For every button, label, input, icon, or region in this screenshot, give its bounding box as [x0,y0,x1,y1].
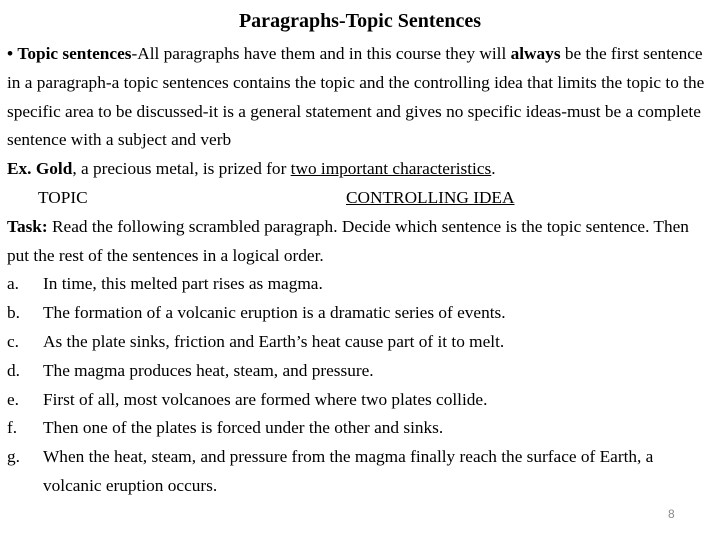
task-paragraph [7,213,715,271]
example-sentence [7,155,715,184]
list-item [7,328,715,357]
topic-controlling-labels [7,184,715,213]
list-item [7,414,715,443]
item-text: As the plate sinks, friction and Earth’s heat cause part of it to melt. [43,331,505,351]
item-text: When the heat, steam, and pressure from the magma finally reach the surface of Earth, a volcanic eruption occurs. [43,447,654,495]
intro-text-2: be the first sentence in a paragraph-a topic sentences contains the topic and the controlling idea that limits the topic to the specific area to be discussed-it is a general statement and gives no specific ideas-must be a complete sentence with a subject and verb [7,44,705,150]
item-text: First of all, most volcanoes are formed where two plates collide. [43,389,488,409]
item-letter: a. [7,274,19,294]
item-letter: f. [7,418,18,438]
item-letter: g. [7,447,20,467]
list-item [7,386,715,415]
slide-title: Paragraphs-Topic Sentences [238,10,482,32]
list-item [7,357,715,386]
topic-label: TOPIC [38,187,88,207]
item-text: The formation of a volcanic eruption is a dramatic series of events. [43,303,506,323]
item-letter: c. [7,331,19,351]
bullet: • [7,44,14,63]
list-item [7,299,715,328]
item-text: The magma produces heat, steam, and pressure. [43,360,374,380]
list-item [7,443,715,501]
example-middle: , a precious metal, is prized for [72,159,291,179]
item-text: Then one of the plates is forced under the other and sinks. [43,418,444,438]
item-letter: b. [7,303,20,323]
item-text: In time, this melted part rises as magma. [43,274,323,294]
item-letter: d. [7,360,20,380]
task-text: Read the following scrambled paragraph. Decide which sentence is the topic sentence. Then put the rest of the sentences in a logical order. [7,216,689,265]
topic-sentences-term: Topic sentences [17,44,132,63]
page-number: 8 [668,507,675,521]
slide-body [7,40,715,501]
example-controlling-phrase: two important characteristics [290,159,492,179]
task-label: Task: [7,216,48,236]
sentence-list [7,270,715,500]
intro-text-1: -All paragraphs have them and in this course they will [131,44,511,63]
list-item [7,270,715,299]
example-topic-word: Gold [35,159,73,179]
example-prefix: Ex. [7,159,36,179]
always-emphasis: always [510,44,561,63]
example-end: . [491,159,496,179]
intro-paragraph [7,40,715,155]
item-letter: e. [7,389,19,409]
controlling-idea-label: CONTROLLING IDEA [346,187,515,207]
